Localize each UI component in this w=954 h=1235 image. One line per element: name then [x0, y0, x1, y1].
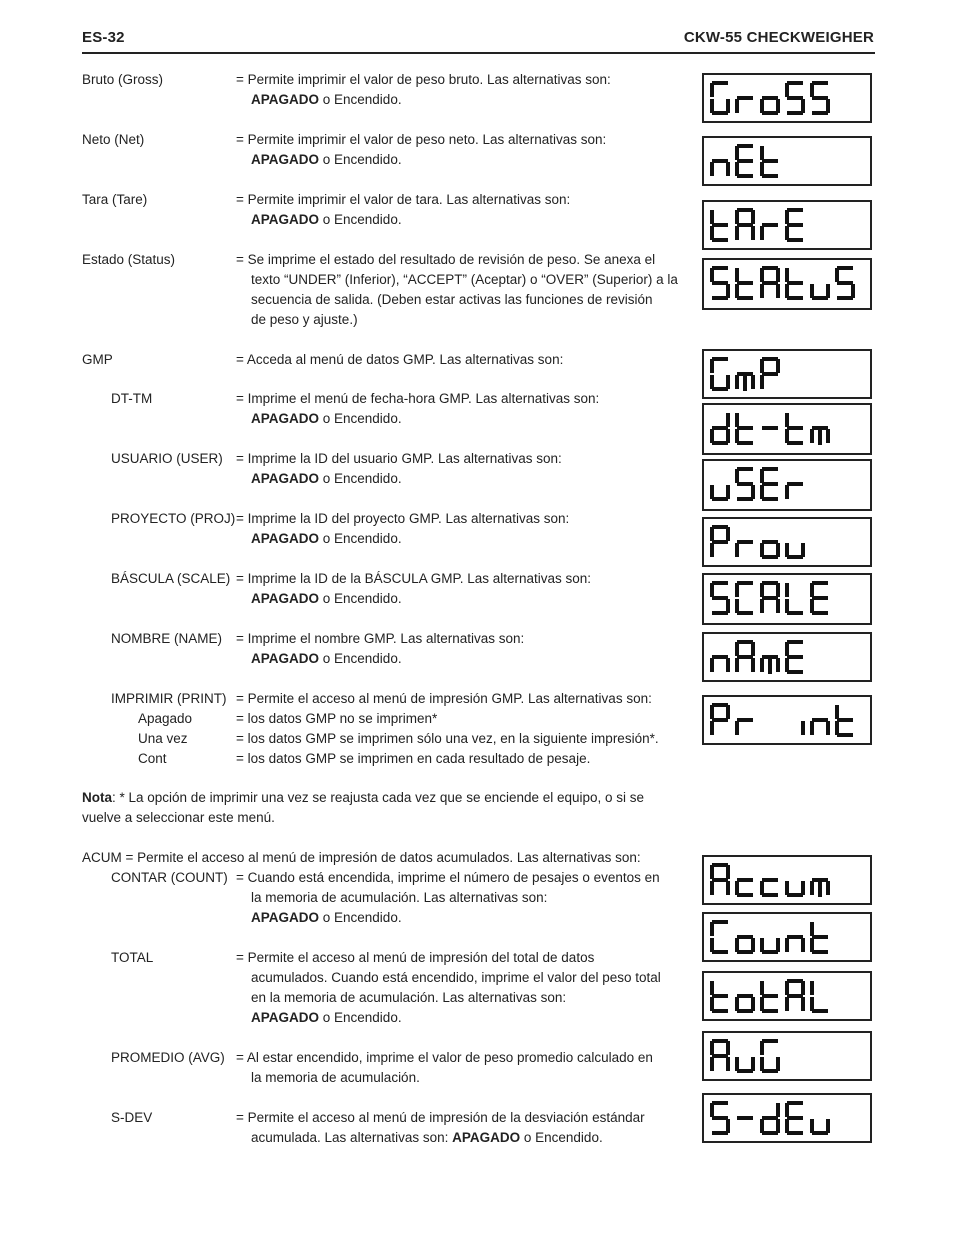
desc-print: = Permite el acceso al menú de impresión GMP. Las alternativas son: — [236, 691, 652, 706]
note-line-1: Nota: * La opción de imprimir una vez se reajusta cada vez que se enciende el equipo, o si se — [82, 790, 645, 805]
lcd-tare — [702, 200, 872, 250]
desc-status-1: = Se imprime el estado del resultado de revisión de peso. Se anexa el — [236, 252, 656, 267]
label-tare: Tara (Tare) — [82, 192, 148, 207]
label-count: CONTAR (COUNT) — [111, 870, 228, 885]
desc-status-2: texto “UNDER” (Inferior), “ACCEPT” (Aceptar) o “OVER” (Superior) a la — [251, 272, 678, 287]
lcd-text — [710, 266, 870, 304]
label-total: TOTAL — [111, 950, 154, 965]
label-dt-tm: DT-TM — [111, 391, 153, 406]
lcd-name — [702, 632, 872, 682]
options-user: APAGADO o Encendido. — [251, 471, 402, 486]
lcd-accum — [702, 855, 872, 905]
desc-scale: = Imprime la ID de la BÁSCULA GMP. Las alternativas son: — [236, 571, 592, 586]
desc-dt-tm: = Imprime el menú de fecha-hora GMP. Las alternativas son: — [236, 391, 600, 406]
label-name: NOMBRE (NAME) — [111, 631, 222, 646]
label-print-off: Apagado — [138, 711, 193, 726]
lcd-print — [702, 695, 872, 745]
lcd-proj — [702, 517, 872, 567]
lcd-text — [710, 920, 870, 958]
desc-count-1: = Cuando está encendida, imprime el número de pesajes o eventos en — [236, 870, 660, 885]
lcd-net — [702, 136, 872, 186]
desc-gmp: = Acceda al menú de datos GMP. Las alternativas son: — [236, 352, 564, 367]
desc-print-off: = los datos GMP no se imprimen* — [236, 711, 438, 726]
desc-status-4: de peso y ajuste.) — [251, 312, 358, 327]
options-net: APAGADO o Encendido. — [251, 152, 402, 167]
options-count: APAGADO o Encendido. — [251, 910, 402, 925]
lcd-text — [710, 979, 870, 1017]
lcd-count — [702, 912, 872, 962]
desc-sdev-1: = Permite el acceso al menú de impresión de la desviación estándar — [236, 1110, 645, 1125]
page-number: ES-32 — [82, 29, 125, 46]
label-scale: BÁSCULA (SCALE) — [111, 571, 231, 586]
desc-print-once: = los datos GMP se imprimen sólo una vez, en la siguiente impresión*. — [236, 731, 659, 746]
lcd-text — [710, 581, 870, 619]
desc-total-3: en la memoria de acumulación. Las alternativas son: — [251, 990, 567, 1005]
options-total: APAGADO o Encendido. — [251, 1010, 402, 1025]
label-print-cont: Cont — [138, 751, 167, 766]
options-name: APAGADO o Encendido. — [251, 651, 402, 666]
desc-net: = Permite imprimir el valor de peso neto. Las alternativas son: — [236, 132, 607, 147]
lcd-text — [710, 144, 870, 182]
lcd-user — [702, 459, 872, 511]
lcd-text — [710, 467, 870, 505]
acum-intro: ACUM = Permite el acceso al menú de impresión de datos acumulados. Las alternativas son: — [82, 850, 641, 865]
label-print-once: Una vez — [138, 731, 188, 746]
desc-total-2: acumulados. Cuando está encendido, imprime el valor del peso total — [251, 970, 661, 985]
options-tare: APAGADO o Encendido. — [251, 212, 402, 227]
lcd-text — [710, 863, 870, 901]
lcd-dt-tm — [702, 403, 872, 455]
lcd-text — [710, 1039, 870, 1077]
options-scale: APAGADO o Encendido. — [251, 591, 402, 606]
lcd-avg — [702, 1031, 872, 1081]
desc-total-1: = Permite el acceso al menú de impresión del total de datos — [236, 950, 595, 965]
lcd-text — [710, 703, 870, 741]
lcd-text — [710, 640, 870, 678]
lcd-gmp — [702, 349, 872, 399]
options-proj: APAGADO o Encendido. — [251, 531, 402, 546]
lcd-status — [702, 258, 872, 310]
label-gmp: GMP — [82, 352, 113, 367]
lcd-text — [710, 1101, 870, 1139]
desc-status-3: secuencia de salida. (Deben estar activas las funciones de revisión — [251, 292, 653, 307]
desc-sdev-2: acumulada. Las alternativas son: APAGADO o Encendido. — [251, 1130, 603, 1145]
lcd-gross — [702, 73, 872, 123]
desc-avg-1: = Al estar encendido, imprime el valor de peso promedio calculado en — [236, 1050, 653, 1065]
options-dt-tm: APAGADO o Encendido. — [251, 411, 402, 426]
lcd-text — [710, 411, 870, 449]
desc-user: = Imprime la ID del usuario GMP. Las alternativas son: — [236, 451, 562, 466]
note-line-2: vuelve a seleccionar este menú. — [82, 810, 275, 825]
label-print: IMPRIMIR (PRINT) — [111, 691, 227, 706]
desc-gross: = Permite imprimir el valor de peso bruto. Las alternativas son: — [236, 72, 611, 87]
label-gross: Bruto (Gross) — [82, 72, 164, 87]
lcd-text — [710, 81, 870, 119]
lcd-text — [710, 208, 870, 246]
lcd-text — [710, 525, 870, 563]
label-avg: PROMEDIO (AVG) — [111, 1050, 225, 1065]
product-title: CKW-55 CHECKWEIGHER — [683, 29, 874, 46]
desc-tare: = Permite imprimir el valor de tara. Las alternativas son: — [236, 192, 571, 207]
lcd-sdev — [702, 1093, 872, 1143]
desc-name: = Imprime el nombre GMP. Las alternativas son: — [236, 631, 525, 646]
desc-print-cont: = los datos GMP se imprimen en cada resultado de pesaje. — [236, 751, 591, 766]
label-net: Neto (Net) — [82, 132, 145, 147]
lcd-scale — [702, 573, 872, 625]
label-status: Estado (Status) — [82, 252, 176, 267]
label-proj: PROYECTO (PROJ) — [111, 511, 236, 526]
label-user: USUARIO (USER) — [111, 451, 223, 466]
lcd-text — [710, 357, 870, 395]
header-rule — [82, 52, 875, 54]
label-sdev: S-DEV — [111, 1110, 153, 1125]
desc-proj: = Imprime la ID del proyecto GMP. Las alternativas son: — [236, 511, 570, 526]
desc-count-2: la memoria de acumulación. Las alternativas son: — [251, 890, 548, 905]
desc-avg-2: la memoria de acumulación. — [251, 1070, 420, 1085]
options-gross: APAGADO o Encendido. — [251, 92, 402, 107]
lcd-total — [702, 971, 872, 1021]
